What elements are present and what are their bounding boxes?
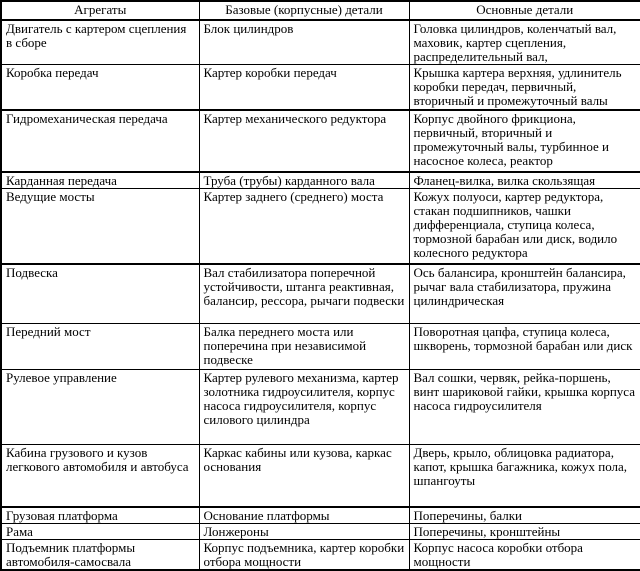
table-row — [1, 264, 640, 324]
cell-base-part: Картер механического редуктора — [199, 110, 409, 172]
cell-aggregate: Рама — [1, 524, 199, 540]
cell-aggregate: Рулевое управление — [1, 370, 199, 445]
cell-main-parts: Кожух полуоси, картер редуктора, стакан подшипников, чашки дифференциала, ступица колеса, тормозной барабан или диск, водило колесного редуктора — [409, 189, 640, 264]
header-row — [1, 1, 640, 20]
cell-main-parts: Дверь, крыло, облицовка радиатора, капот, крышка багажника, кожух пола, шпангоуты — [409, 445, 640, 507]
column-header-main-parts: Основные детали — [409, 1, 640, 20]
cell-base-part: Основание платформы — [199, 507, 409, 524]
table-row — [1, 110, 640, 172]
cell-main-parts: Поперечины, кронштейны — [409, 524, 640, 540]
table-row — [1, 445, 640, 507]
cell-aggregate: Подвеска — [1, 264, 199, 324]
table-row — [1, 540, 640, 571]
cell-main-parts: Головка цилиндров, коленчатый вал, маховик, картер сцепления, распределительный вал, — [409, 20, 640, 65]
table-row — [1, 65, 640, 110]
table-row — [1, 524, 640, 540]
table-row — [1, 324, 640, 370]
cell-aggregate: Грузовая платформа — [1, 507, 199, 524]
table-row — [1, 172, 640, 189]
table-row — [1, 370, 640, 445]
cell-main-parts: Фланец-вилка, вилка скользящая — [409, 172, 640, 189]
cell-main-parts: Ось балансира, кронштейн балансира, рычаг вала стабилизатора, пружина цилиндрическая — [409, 264, 640, 324]
cell-base-part: Лонжероны — [199, 524, 409, 540]
cell-aggregate: Двигатель с картером сцепления в сборе — [1, 20, 199, 65]
cell-aggregate: Передний мост — [1, 324, 199, 370]
table-row — [1, 507, 640, 524]
cell-main-parts: Поворотная цапфа, ступица колеса, шкворень, тормозной барабан или диск — [409, 324, 640, 370]
column-header-base-parts: Базовые (корпусные) детали — [199, 1, 409, 20]
cell-aggregate: Гидромеханическая передача — [1, 110, 199, 172]
cell-base-part: Картер рулевого механизма, картер золотника гидроусилителя, корпус насоса гидроусилителя, корпус силового цилиндра — [199, 370, 409, 445]
cell-main-parts: Крышка картера верхняя, удлинитель коробки передач, первичный, вторичный и промежуточный валы — [409, 65, 640, 110]
cell-aggregate: Коробка передач — [1, 65, 199, 110]
cell-aggregate: Кабина грузового и кузов легкового автомобиля и автобуса — [1, 445, 199, 507]
table-row — [1, 189, 640, 264]
cell-base-part: Картер коробки передач — [199, 65, 409, 110]
cell-base-part: Вал стабилизатора поперечной устойчивости, штанга реактивная, балансир, рессора, рычаги подвески — [199, 264, 409, 324]
table-row — [1, 20, 640, 65]
column-header-aggregates: Агрегаты — [1, 1, 199, 20]
cell-aggregate: Подъемник платформы автомобиля-самосвала — [1, 540, 199, 571]
cell-aggregate: Карданная передача — [1, 172, 199, 189]
cell-main-parts: Поперечины, балки — [409, 507, 640, 524]
cell-main-parts: Корпус насоса коробки отбора мощности — [409, 540, 640, 571]
cell-base-part: Картер заднего (среднего) моста — [199, 189, 409, 264]
cell-base-part: Труба (трубы) карданного вала — [199, 172, 409, 189]
cell-base-part: Каркас кабины или кузова, каркас основания — [199, 445, 409, 507]
cell-main-parts: Вал сошки, червяк, рейка-поршень, винт шариковой гайки, крышка корпуса насоса гидроусилителя — [409, 370, 640, 445]
cell-main-parts: Корпус двойного фрикциона, первичный, вторичный и промежуточный валы, турбинное и насосное колеса, реактор — [409, 110, 640, 172]
cell-base-part: Балка переднего моста или поперечина при независимой подвеске — [199, 324, 409, 370]
cell-base-part: Блок цилиндров — [199, 20, 409, 65]
cell-base-part: Корпус подъемника, картер коробки отбора мощности — [199, 540, 409, 571]
cell-aggregate: Ведущие мосты — [1, 189, 199, 264]
